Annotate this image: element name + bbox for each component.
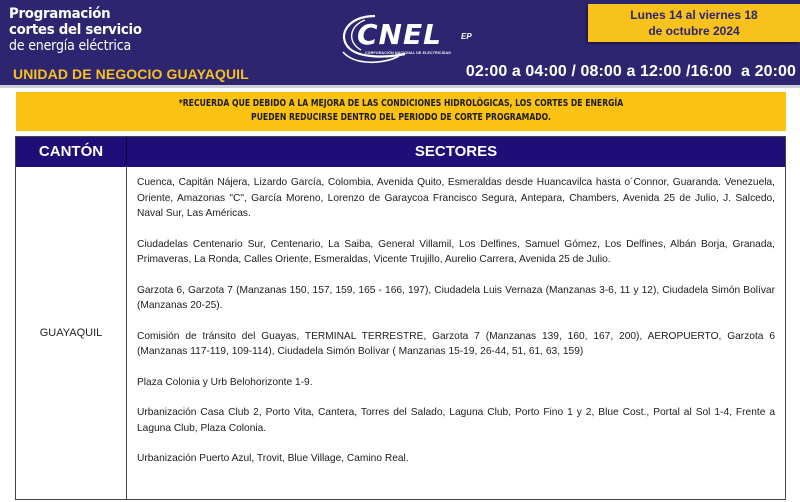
sectors-table: [15, 136, 786, 500]
date-line-2: de octubre 2024: [648, 24, 740, 38]
table-cell-sectores: [127, 167, 785, 499]
sector-group: Urbanización Casa Club 2, Porto Vita, Cantera, Torres del Salado, Laguna Club, Porto Fino 1 y 2, Blue Cost., Portal al Sol 1-4, Frente a Laguna Club, Plaza Colonia.: [137, 407, 775, 434]
sector-group: Garzota 6, Garzota 7 (Manzanas 150, 157, 159, 165 - 166, 197), Ciudadela Luis Vernaza (Manzanas 3-6, 11 y 12), Ciudadela Simón Bolívar (Manzanas 20-25).: [137, 284, 775, 311]
logo-subtitle: CORPORACIÓN NACIONAL DE ELECTRICIDAD: [365, 51, 452, 55]
title-line-1: Programación: [9, 6, 111, 22]
logo-suffix: EP: [461, 32, 472, 41]
business-unit-name: UNIDAD DE NEGOCIO GUAYAQUIL: [13, 66, 249, 82]
column-header-canton: CANTÓN: [16, 137, 127, 167]
sector-group: Plaza Colonia y Urb Belohorizonte 1-9.: [137, 376, 313, 388]
header-banner: [0, 0, 800, 88]
column-header-sectores: SECTORES: [414, 143, 498, 160]
sector-group: Comisión de tránsito del Guayas, TERMINAL TERRESTRE, Garzota 7 (Manzanas 139, 160, 167, 200), AEROPUERTO, Garzota 6 (Manzanas 117-119, 109-114), Ciudadela Simón Bolívar ( Manzanas 15-19, 26-44, 51, 61, 63, 159): [137, 330, 775, 357]
table-cell-canton: GUAYAQUIL: [16, 167, 127, 499]
cnel-logo: [335, 10, 485, 66]
date-line-1: Lunes 14 al viernes 18: [630, 8, 758, 22]
table-header: [16, 137, 785, 167]
sector-group: Urbanización Puerto Azul, Trovit, Blue Village, Camino Real.: [137, 453, 409, 464]
sector-group: Ciudadelas Centenario Sur, Centenario, La Saiba, General Villamil, Los Delfines, Samuel Gómez, Los Delfines, Albán Borja, Granada, Primaveras, La Ronda, Calles Oriente, Esmeraldas, Vicente Trujillo, Aurelio Carrera, Avenida 25 de Julio.: [137, 238, 775, 265]
notice-line-2: PUEDEN REDUCIRSE DENTRO DEL PERIODO DE CORTE PROGRAMADO.: [251, 112, 551, 123]
date-range-box: [588, 4, 800, 42]
title-line-3: de energía eléctrica: [9, 38, 132, 54]
title-block: [9, 6, 153, 55]
logo-wordmark: CNEL: [357, 18, 442, 51]
notice-line-1: *RECUERDA QUE DEBIDO A LA MEJORA DE LAS CONDICIONES HIDROLÓGICAS, LOS CORTES DE ENERGÍA: [178, 98, 624, 109]
sector-group: Cuenca, Capitán Nájera, Lizardo García, Colombia, Avenida Quito, Esmeraldas desde Huancavilca hasta o´Connor, Guaranda. Venezuela, Oriente, Amazonas "C", García Moreno, Lorenzo de Garaycoa Francisco Segura, Antepara, Chambers, Avenida 25 de Julio, J. Salcedo, Naval Sur, Las Américas.: [137, 177, 775, 219]
notice-banner: [16, 92, 786, 131]
title-line-2: cortes del servicio: [9, 22, 142, 38]
outage-schedule: 02:00 a 04:00 / 08:00 a 12:00 /16:00 a 20:00: [465, 63, 796, 80]
